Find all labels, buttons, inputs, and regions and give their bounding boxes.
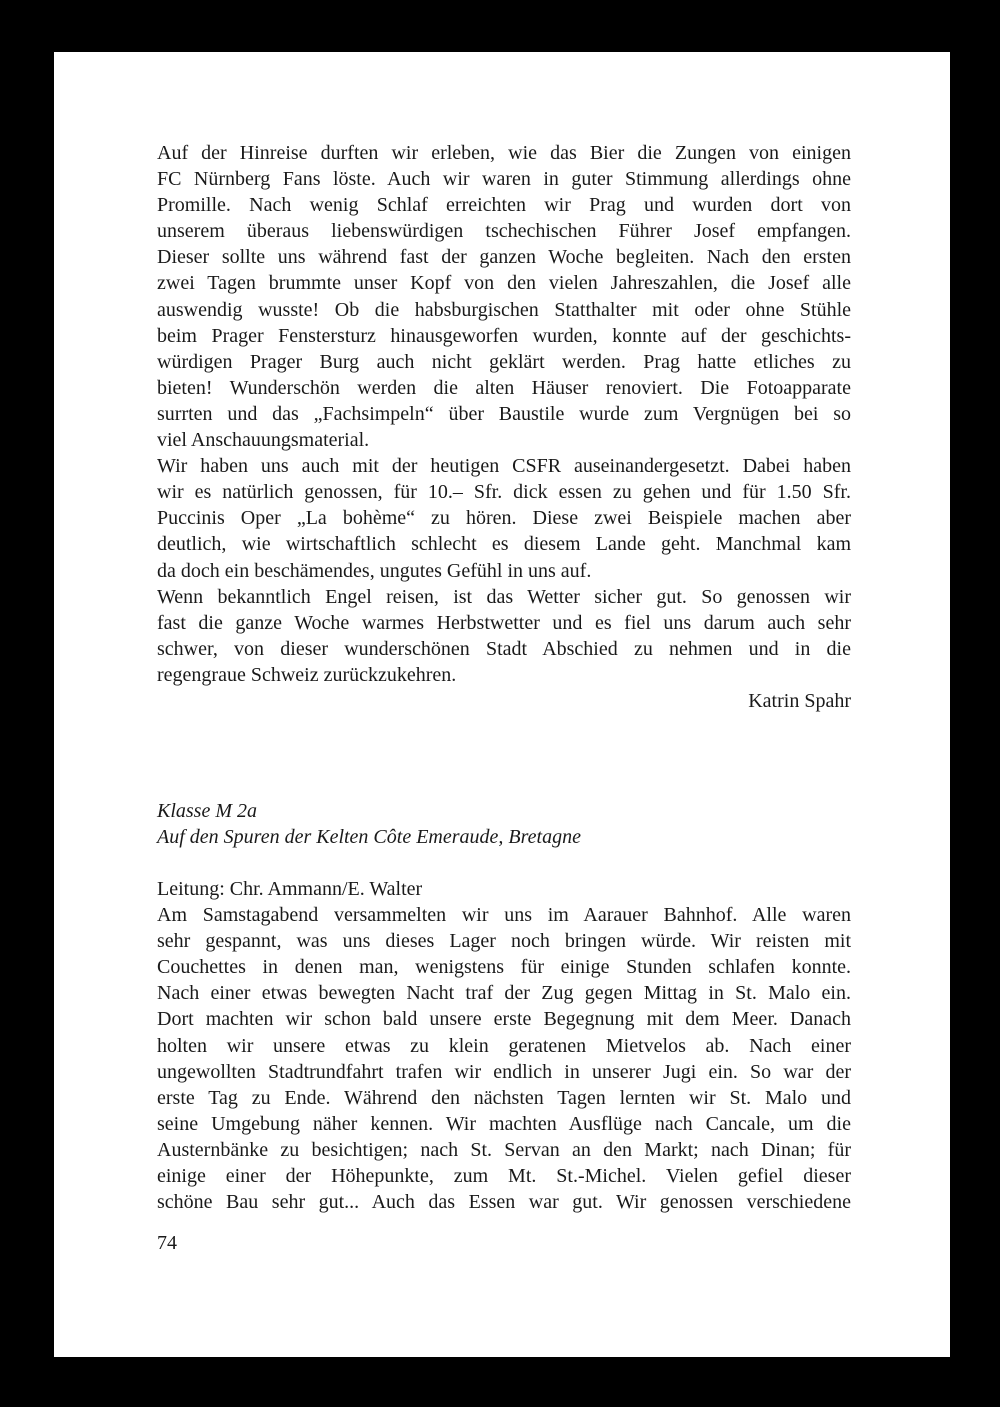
page-number: 74 [157, 1232, 177, 1254]
text-line: einige einer der Höhepunkte, zum Mt. St.-Michel. Vielen gefiel dieser [157, 1165, 851, 1188]
class-heading: Klasse M 2a [157, 800, 257, 822]
text-line: würdigen Prager Burg auch nicht geklärt werden. Prag hatte etliches zu [157, 350, 851, 373]
text-line: deutlich, wie wirtschaftlich schlecht es diesem Lande geht. Manchmal kam [157, 533, 851, 556]
text-line: ungewollten Stadtrundfahrt trafen wir endlich in unserer Jugi ein. So war der [157, 1060, 851, 1083]
text-line: Puccinis Oper „La bohème“ zu hören. Diese zwei Beispiele machen aber [157, 507, 851, 530]
text-line: FC Nürnberg Fans löste. Auch wir waren in guter Stimmung allerdings ohne [157, 168, 851, 191]
text-line: sehr gespannt, was uns dieses Lager noch bringen würde. Wir reisten mit [157, 930, 851, 953]
text-line: Couchettes in denen man, wenigstens für einige Stunden schlafen konnte. [157, 956, 851, 979]
text-line: unserem überaus liebenswürdigen tschechischen Führer Josef empfangen. [157, 220, 851, 243]
text-line: Am Samstagabend versammelten wir uns im Aarauer Bahnhof. Alle waren [157, 904, 851, 927]
text-line: zwei Tagen brummte unser Kopf von den vielen Jahreszahlen, die Josef alle [157, 272, 851, 295]
article-heading [157, 798, 851, 850]
text-line: viel Anschauungsmaterial. [157, 429, 370, 452]
text-line: holten wir unsere etwas zu klein geratenen Mietvelos ab. Nach einer [157, 1034, 851, 1057]
text-line: Dieser sollte uns während fast der ganzen Woche begleiten. Nach den ersten [157, 246, 851, 269]
text-line: bieten! Wunderschön werden die alten Häuser renoviert. Die Fotoapparate [157, 376, 851, 399]
text-line: seine Umgebung näher kennen. Wir machten Ausflüge nach Cancale, um die [157, 1112, 851, 1135]
text-line: wir es natürlich genossen, für 10.– Sfr. dick essen zu gehen und für 1.50 Sfr. [157, 481, 851, 504]
text-line: da doch ein beschämendes, ungutes Gefühl in uns auf. [157, 559, 592, 582]
trip-title: Auf den Spuren der Kelten Côte Emeraude, Bretagne [157, 826, 581, 849]
text-line: Auf der Hinreise durften wir erleben, wie das Bier die Zungen von einigen [157, 142, 851, 164]
text-line: schöne Bau sehr gut... Auch das Essen war gut. Wir genossen verschiedene [157, 1191, 851, 1214]
text-line: Austernbänke zu besichtigen; nach St. Servan an den Markt; nach Dinan; für [157, 1138, 851, 1161]
text-line: auswendig wusste! Ob die habsburgischen Statthalter mit oder ohne Stühle [157, 298, 851, 321]
text-line: fast die ganze Woche warmes Herbstwetter und es fiel uns darum auch sehr [157, 611, 851, 634]
text-line: schwer, von dieser wunderschönen Stadt Abschied zu nehmen und in die [157, 637, 851, 660]
text-line: Promille. Nach wenig Schlaf erreichten wir Prag und wurden dort von [157, 194, 851, 217]
text-line: Wenn bekanntlich Engel reisen, ist das Wetter sicher gut. So genossen wir [157, 585, 851, 608]
text-line: surrten und das „Fachsimpeln“ über Baustile wurde zum Vergnügen bei so [157, 402, 851, 425]
article-bretagne [157, 876, 851, 1215]
author-signature: Katrin Spahr [748, 689, 851, 712]
text-line: Nach einer etwas bewegten Nacht traf der Zug gegen Mittag in St. Malo ein. [157, 982, 851, 1005]
document-page [54, 52, 950, 1357]
article-prague [157, 140, 851, 714]
text-line: Wir haben uns auch mit der heutigen CSFR auseinandergesetzt. Dabei haben [157, 455, 851, 478]
text-line: beim Prager Fenstersturz hinausgeworfen wurden, konnte auf der geschichts- [157, 324, 851, 347]
text-line: regengraue Schweiz zurückzukehren. [157, 663, 457, 686]
text-line: erste Tag zu Ende. Während den nächsten Tagen lernten wir St. Malo und [157, 1086, 851, 1109]
leader-line: Leitung: Chr. Ammann/E. Walter [157, 878, 423, 900]
text-line: Dort machten wir schon bald unsere erste Begegnung mit dem Meer. Danach [157, 1008, 851, 1031]
